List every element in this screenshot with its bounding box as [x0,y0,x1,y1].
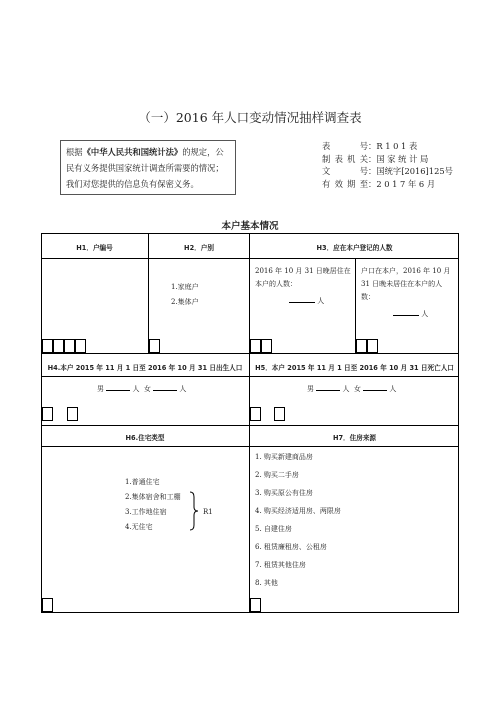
meta-label: 文 号 [322,166,368,176]
h3-right-code-box[interactable] [356,339,367,353]
h5-female-code-box[interactable] [274,407,285,421]
label-female: 女 [143,385,151,393]
table-border-bottom [41,612,459,613]
h2-option-family: 1.家庭户 [171,283,199,291]
h3-right-blank[interactable] [393,308,419,316]
h4-male-blank[interactable] [106,383,130,391]
meta-colon: ： [368,141,377,151]
meta-value: 国统字[2016]125号 [376,166,453,176]
h3-right-count [393,308,428,321]
meta-label: 有 效 期 至 [322,178,368,189]
h3-left-code-box[interactable] [261,339,272,353]
h1-code-box[interactable] [64,339,75,353]
form-metadata [322,140,470,190]
label-female: 女 [353,385,361,393]
notice-rest: 的规定，公民有义务提供国家统计调查所需要的情况；我们对您提供的信息负有保密义务。 [66,147,224,189]
h7-option: 3. 购买原公有住房 [255,489,313,497]
h3-right-line1: 户口在本户，2016 年 10 月 [361,267,451,275]
meta-row-valid-until [322,178,470,191]
h3-left-line2: 本户的人数： [255,280,297,288]
meta-row-issuer [322,153,470,166]
meta-label: 制 表 机 关 [322,153,368,164]
label-male: 男 [97,385,104,393]
h3-left-code-box[interactable] [250,339,261,353]
meta-label: 表 号 [322,141,368,151]
unit-person: 人 [342,385,350,393]
table-border-top [41,233,459,234]
h1-code-box[interactable] [42,339,53,353]
section-title: 本户基本情况 [221,221,279,232]
h7-option: 4. 购买经济适用房、两限房 [255,507,341,515]
unit-person: 人 [317,297,325,305]
h4-female-blank[interactable] [153,383,177,391]
row-rule [41,258,459,259]
h3-header: H3．应在本户登记的人数 [316,244,393,252]
h6-option-dormitory: 2.集体宿舍和工棚 [125,493,181,501]
household-table [41,233,459,613]
row-rule [41,353,459,354]
h3-left-count [289,295,324,308]
h3-right-code-box[interactable] [367,339,378,353]
h5-deaths-count [307,383,396,396]
notice-law-name: 《中华人民共和国统计法》 [82,147,183,157]
row-rule [41,425,459,426]
h1-code-box[interactable] [75,339,86,353]
h3-left-blank[interactable] [289,295,315,303]
h4-header: H4.本户 2015 年 11 月 1 日至 2016 年 10 月 31 日出生人口 [47,364,243,372]
meta-colon: ： [368,178,377,189]
h6-brace-label: R1 [203,508,213,516]
unit-person: 人 [421,310,429,318]
label-male: 男 [307,385,314,393]
table-border-right [458,233,459,613]
notice-prefix: 根据 [66,147,83,157]
h4-male-code-box[interactable] [42,407,53,421]
h6-header: H6.住宅类型 [125,434,165,442]
meta-colon: ： [368,153,377,164]
h7-header: H7．住房来源 [332,434,377,442]
h5-female-blank[interactable] [363,383,387,391]
h4-births-count [97,383,186,396]
unit-person: 人 [389,385,397,393]
h7-option: 5. 自建住房 [255,525,292,533]
h5-header: H5．本户 2015 年 11 月 1 日至 2016 年 10 月 31 日死亡人口 [255,364,454,372]
h6-option-workplace: 3.工作地住宿 [125,508,167,516]
meta-value: 2 0 1 7 年 6 月 [376,178,436,189]
h1-code-box[interactable] [53,339,64,353]
meta-row-document-number [322,165,470,178]
h6-code-box[interactable] [42,598,53,612]
meta-colon: ： [368,166,377,176]
h1-header: H1．户编号 [76,244,113,252]
row-rule [41,446,459,447]
h7-option: 6. 租赁廉租房、公租房 [255,543,327,551]
h7-option: 7. 租赁其他住房 [255,561,306,569]
h7-code-box[interactable] [250,598,261,612]
table-border-left [41,233,42,613]
meta-row-form-number [322,140,470,153]
h7-option: 8. 其他 [255,579,278,587]
h4-female-code-box[interactable] [67,407,78,421]
h5-male-blank[interactable] [316,383,340,391]
h3-right-line3: 数： [361,293,375,301]
h6-option-ordinary: 1.普通住宅 [125,478,160,486]
meta-value: 国 家 统 计 局 [376,153,429,164]
unit-person: 人 [132,385,140,393]
right-brace-icon [189,491,199,531]
h6-option-none: 4.无住宅 [125,523,153,531]
confidentiality-notice [60,140,236,195]
col-rule [249,233,250,613]
h7-option: 1. 购买新建商品房 [255,453,313,461]
h3-left-line1: 2016 年 10 月 31 日晚居住在 [255,267,351,275]
h2-header: H2．户别 [184,244,214,252]
unit-person: 人 [179,385,187,393]
h5-male-code-box[interactable] [250,407,261,421]
h3-right-line2: 31 日晚未居住在本户的人 [361,280,443,288]
h2-code-box[interactable] [149,339,160,353]
h2-option-collective: 2.集体户 [171,298,199,306]
meta-value: R 1 0 1 表 [376,141,418,151]
page-title: （一）2016 年人口变动情况抽样调查表 [138,110,362,125]
row-rule [41,376,459,377]
h7-option: 2. 购买二手房 [255,471,299,479]
